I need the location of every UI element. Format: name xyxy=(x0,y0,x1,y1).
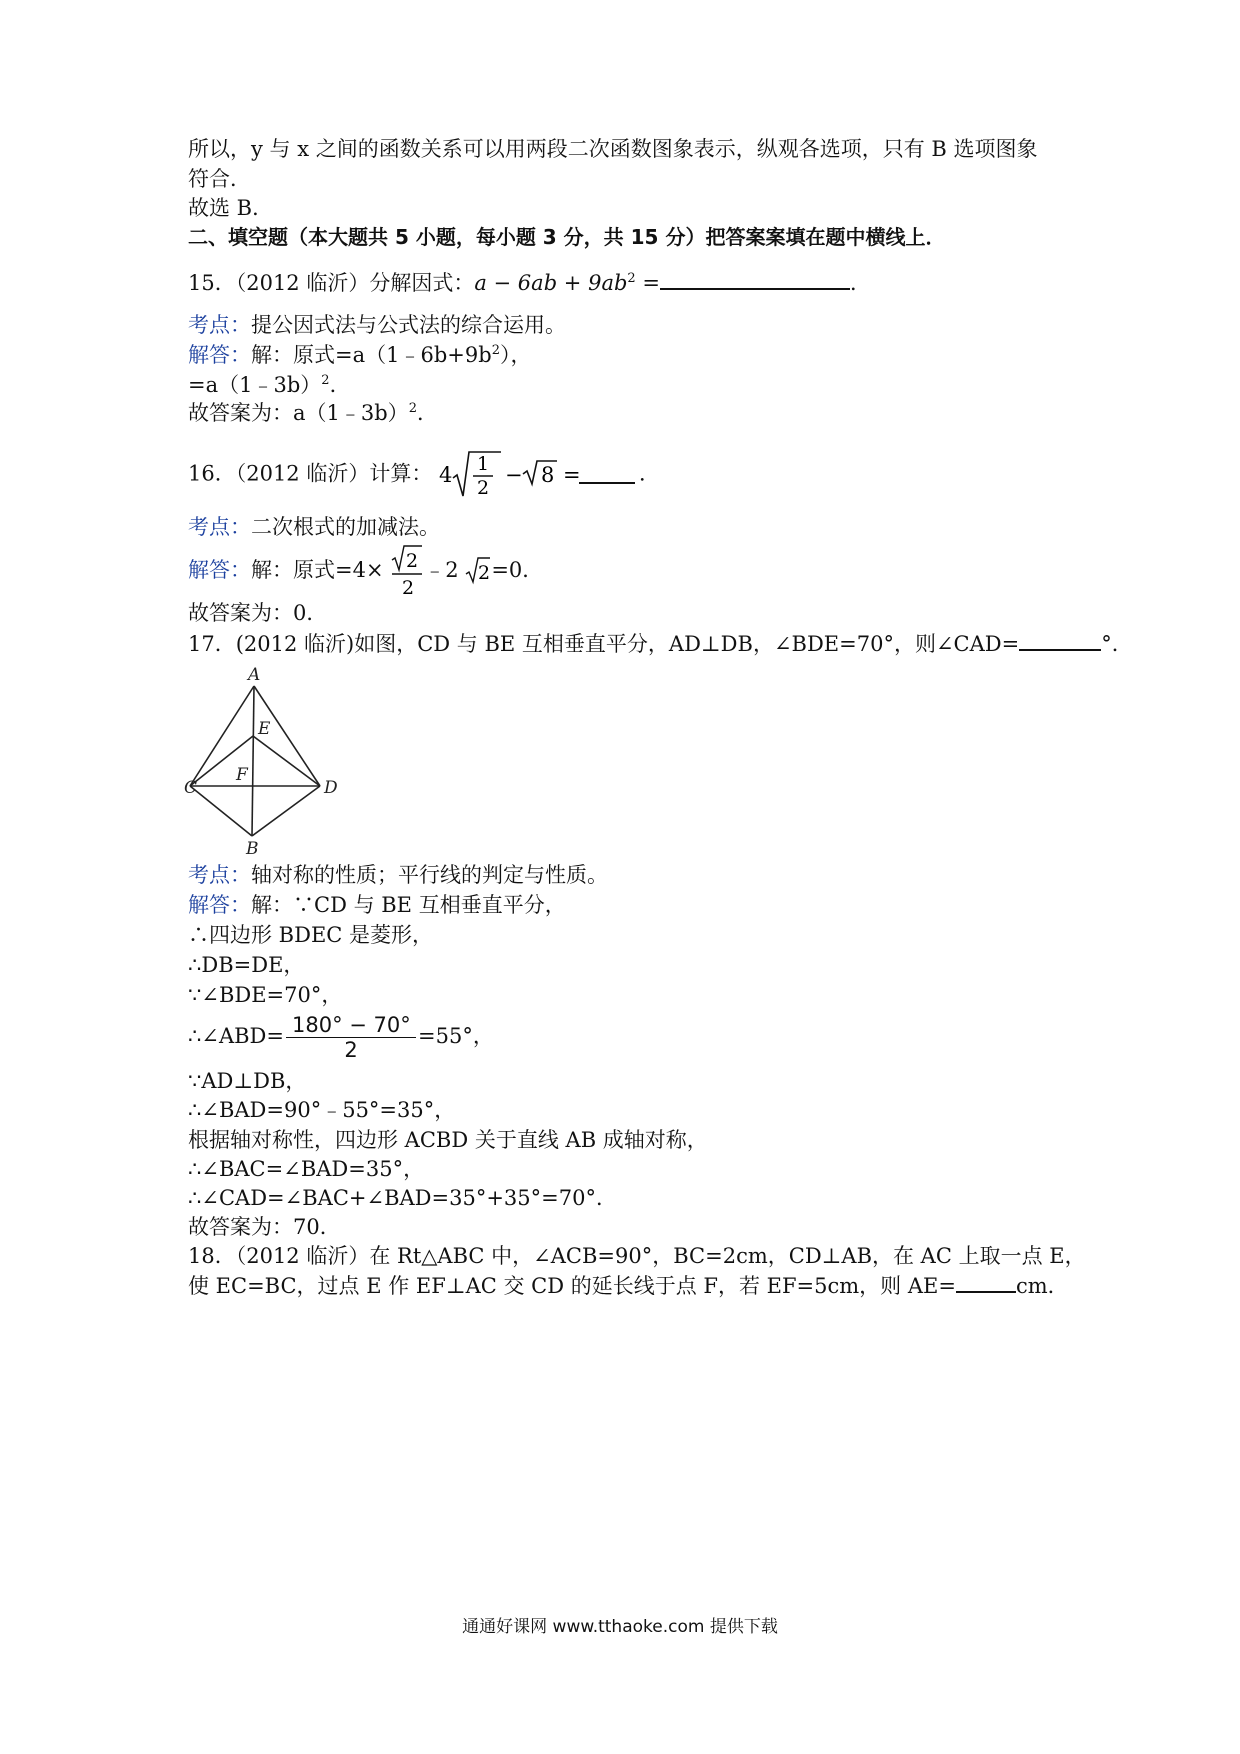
superscript: 2 xyxy=(491,343,500,358)
fraction-numerator: 2 xyxy=(406,549,419,572)
radical-svg xyxy=(465,544,491,600)
jieda-line xyxy=(188,890,566,920)
label-C: C xyxy=(184,778,198,798)
jieda-line xyxy=(188,542,543,598)
fraction xyxy=(286,1013,416,1062)
math-expression xyxy=(439,448,639,502)
coefficient: 4 xyxy=(439,463,453,487)
solution-line: ∴∠CAD=∠BAC+∠BAD=35°+35°=70°． xyxy=(188,1186,617,1210)
fraction-numerator: 180° − 70° xyxy=(286,1013,416,1038)
question-18-line-2 xyxy=(188,1271,1069,1301)
jieda-text: 解：原式=4× xyxy=(251,558,384,582)
question-text: cm． xyxy=(1015,1274,1069,1298)
solution-text: =a（1﹣3b） xyxy=(188,373,322,397)
superscript: 2 xyxy=(321,373,330,388)
geometry-figure xyxy=(184,665,356,859)
solution-line: ∴四边形 BDEC 是菱形， xyxy=(188,923,434,947)
solution-line: ∴∠BAD=90°﹣55°=35°， xyxy=(188,1098,456,1122)
jieda-label: 解答： xyxy=(188,893,251,917)
answer-line: 故答案为：70． xyxy=(188,1215,341,1239)
fraction-denominator: 2 xyxy=(344,1038,358,1062)
radicand: 2 xyxy=(478,561,491,584)
superscript: 2 xyxy=(408,401,417,416)
question-18-line-1: 18．（2012 临沂）在 Rt△ABC 中，∠ACB=90°，BC=2cm，CD⊥AB，在 AC 上取一点 E， xyxy=(188,1244,1086,1268)
jieda-text: ）， xyxy=(499,343,532,367)
answer-text: 故答案为：a（1﹣3b） xyxy=(188,401,409,425)
solution-text: ∴∠ABD= xyxy=(188,1024,284,1048)
jieda-text: ﹣2 xyxy=(424,558,459,582)
solution-text: =55°， xyxy=(418,1024,494,1048)
solution-line xyxy=(188,1008,494,1064)
solution-line: ∴DB=DE， xyxy=(188,953,305,977)
kaodian-text: 二次根式的加减法。 xyxy=(251,515,440,539)
question-text: 使 EC=BC，过点 E 作 EF⊥AC 交 CD 的延长线于点 F，若 EF=5cm，则 AE= xyxy=(188,1274,956,1298)
solution-line: 根据轴对称性，四边形 ACBD 关于直线 AB 成轴对称， xyxy=(188,1128,708,1152)
answer-blank[interactable] xyxy=(956,1271,1016,1293)
fraction-denominator: 2 xyxy=(402,576,415,599)
punct: ． xyxy=(849,271,871,295)
solution-line: ∵∠BDE=70°， xyxy=(188,983,343,1007)
punct: ． xyxy=(329,373,351,397)
jieda-text: 解：∵CD 与 BE 互相垂直平分， xyxy=(251,893,566,917)
page-footer: 通通好课网 www.tthaoke.com 提供下载 xyxy=(462,1617,778,1637)
label-E: E xyxy=(258,719,271,739)
solution-line xyxy=(188,370,351,400)
segment-AB xyxy=(252,686,254,836)
answer-line xyxy=(188,398,438,428)
text-line: 故选 B． xyxy=(188,196,274,220)
fraction-denominator: 2 xyxy=(477,477,490,499)
question-prefix: 15．（2012 临沂）分解因式： xyxy=(188,271,475,295)
text-line: 所以，y 与 x 之间的函数关系可以用两段二次函数图象表示，纵观各选项，只有 B 选项图象 xyxy=(188,137,1038,161)
jieda-label: 解答： xyxy=(188,558,251,582)
question-17 xyxy=(188,629,1133,659)
punct: ． xyxy=(639,461,661,486)
radical-expression xyxy=(439,448,639,502)
label-D: D xyxy=(324,778,338,798)
kaodian-line xyxy=(188,860,608,890)
fraction xyxy=(390,544,424,600)
superscript: 2 xyxy=(627,271,636,286)
radicand: 8 xyxy=(541,463,555,487)
answer-blank[interactable] xyxy=(660,268,850,290)
kaodian-text: 轴对称的性质；平行线的判定与性质。 xyxy=(251,863,608,887)
kaodian-label: 考点： xyxy=(188,515,251,539)
minus-sign: − xyxy=(505,463,523,487)
equals: = xyxy=(563,463,581,487)
jieda-label: 解答： xyxy=(188,343,251,367)
kaodian-text: 提公因式法与公式法的综合运用。 xyxy=(251,313,566,337)
punct: ． xyxy=(416,401,438,425)
segment-DB xyxy=(252,786,320,836)
math-expression: a − 6ab + 9ab xyxy=(474,271,628,295)
question-16 xyxy=(188,448,660,502)
segment-DE xyxy=(253,736,320,786)
answer-line: 故答案为：0． xyxy=(188,601,328,625)
punct: °． xyxy=(1101,632,1133,656)
fraction-numerator: 1 xyxy=(477,453,490,475)
text-line: 符合． xyxy=(188,167,251,191)
equals: = xyxy=(635,271,660,295)
solution-line: ∵AD⊥DB， xyxy=(188,1069,307,1093)
radical xyxy=(465,544,491,600)
jieda-text: 解：原式=a（1﹣6b+9b xyxy=(251,343,492,367)
kaodian-label: 考点： xyxy=(188,313,251,337)
fraction-svg xyxy=(390,544,424,600)
kaodian-label: 考点： xyxy=(188,863,251,887)
segment-CB xyxy=(190,786,252,836)
answer-blank[interactable] xyxy=(1019,629,1101,651)
label-F: F xyxy=(236,765,248,785)
question-prefix: 16．（2012 临沂）计算： xyxy=(188,461,433,486)
jieda-text: =0． xyxy=(491,558,544,582)
label-A: A xyxy=(248,665,261,685)
question-15 xyxy=(188,268,871,298)
kaodian-line xyxy=(188,512,440,542)
section-title: 二、填空题（本大题共 5 小题，每小题 3 分，共 15 分）把答案案填在题中横线上． xyxy=(188,225,946,249)
label-B: B xyxy=(246,839,259,859)
kaodian-line xyxy=(188,310,566,340)
jieda-line xyxy=(188,340,531,370)
question-stem: 17．(2012 临沂)如图，CD 与 BE 互相垂直平分，AD⊥DB，∠BDE=70°，则∠CAD= xyxy=(188,632,1020,656)
solution-line: ∴∠BAC=∠BAD=35°， xyxy=(188,1157,425,1181)
